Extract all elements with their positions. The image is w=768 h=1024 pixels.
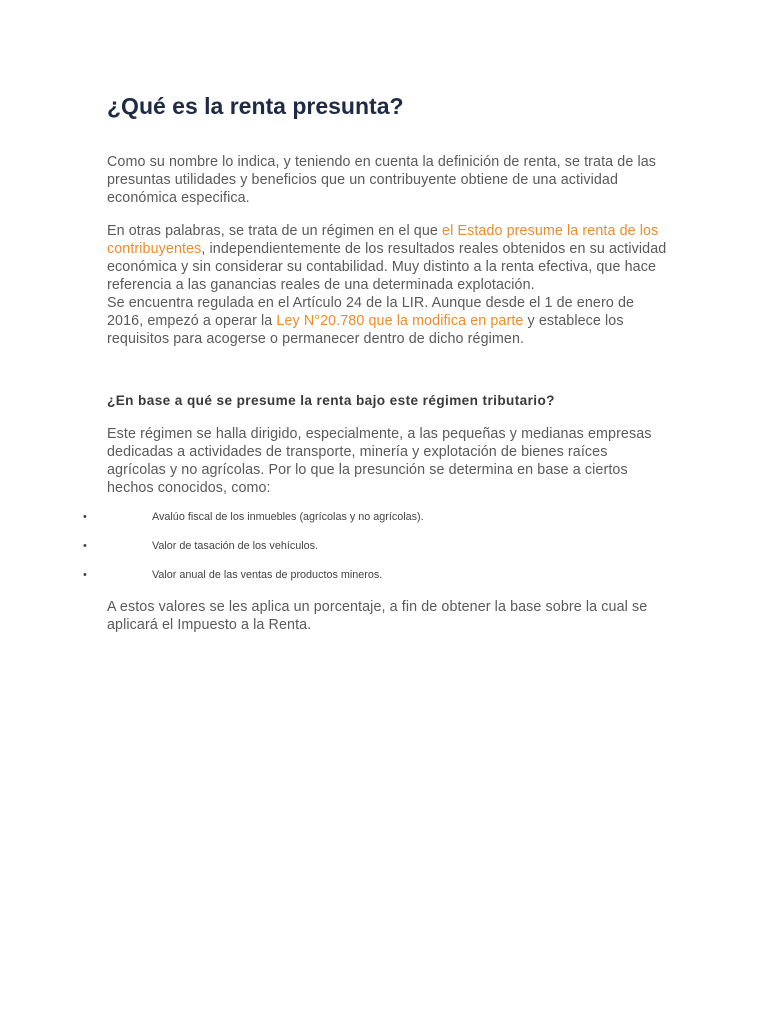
list-item-text: Valor de tasación de los vehículos. [152, 540, 319, 552]
section-subheading: ¿En base a qué se presume la renta bajo este régimen tributario? [107, 393, 555, 408]
regulation-text-start: Se encuentra regulada en el Artículo 24 de la LIR. Aunque desde el 1 de enero de 2016, empezó a operar la [107, 295, 635, 329]
closing-paragraph: A estos valores se les aplica un porcentaje, a fin de obtener la base sobre la cual se aplicará el Impuesto a la Renta. [107, 599, 648, 633]
definition-text-start: En otras palabras, se trata de un régimen en el que [107, 223, 443, 239]
list-item [0, 508, 768, 537]
ley-20780-link[interactable]: Ley N°20.780 que la modifica en parte [276, 313, 524, 329]
list-item [0, 566, 768, 595]
bullet-icon: • [83, 511, 87, 523]
bullet-icon: • [83, 540, 87, 552]
definition-paragraph [107, 222, 667, 348]
known-facts-list [0, 508, 768, 595]
list-item [0, 537, 768, 566]
estado-presume-link[interactable]: el Estado presume la renta de los contribuyentes [107, 223, 659, 257]
definition-text-end: , independientemente de los resultados reales obtenidos en su actividad económica y sin considerar su contabilidad. Muy distinto a la renta efectiva, que hace referencia a las ganancias reales de una determinada explotación. [107, 241, 667, 293]
bullet-icon: • [83, 569, 87, 581]
intro-paragraph: Como su nombre lo indica, y teniendo en cuenta la definición de renta, se trata de las presuntas utilidades y beneficios que un contribuyente obtiene de una actividad económica especifica. [107, 154, 657, 206]
page-title: ¿Qué es la renta presunta? [107, 93, 404, 119]
list-item-text: Valor anual de las ventas de productos mineros. [152, 569, 383, 581]
list-item-text: Avalúo fiscal de los inmuebles (agrícolas y no agrícolas). [152, 511, 424, 523]
regime-paragraph: Este régimen se halla dirigido, especialmente, a las pequeñas y medianas empresas dedicadas a actividades de transporte, minería y explotación de bienes raíces agrícolas y no agrícolas. Por lo que la presunción se determina en base a ciertos hechos conocidos, como: [107, 426, 652, 496]
regulation-text-end: y establece los requisitos para acogerse o permanecer dentro de dicho régimen. [107, 313, 624, 347]
